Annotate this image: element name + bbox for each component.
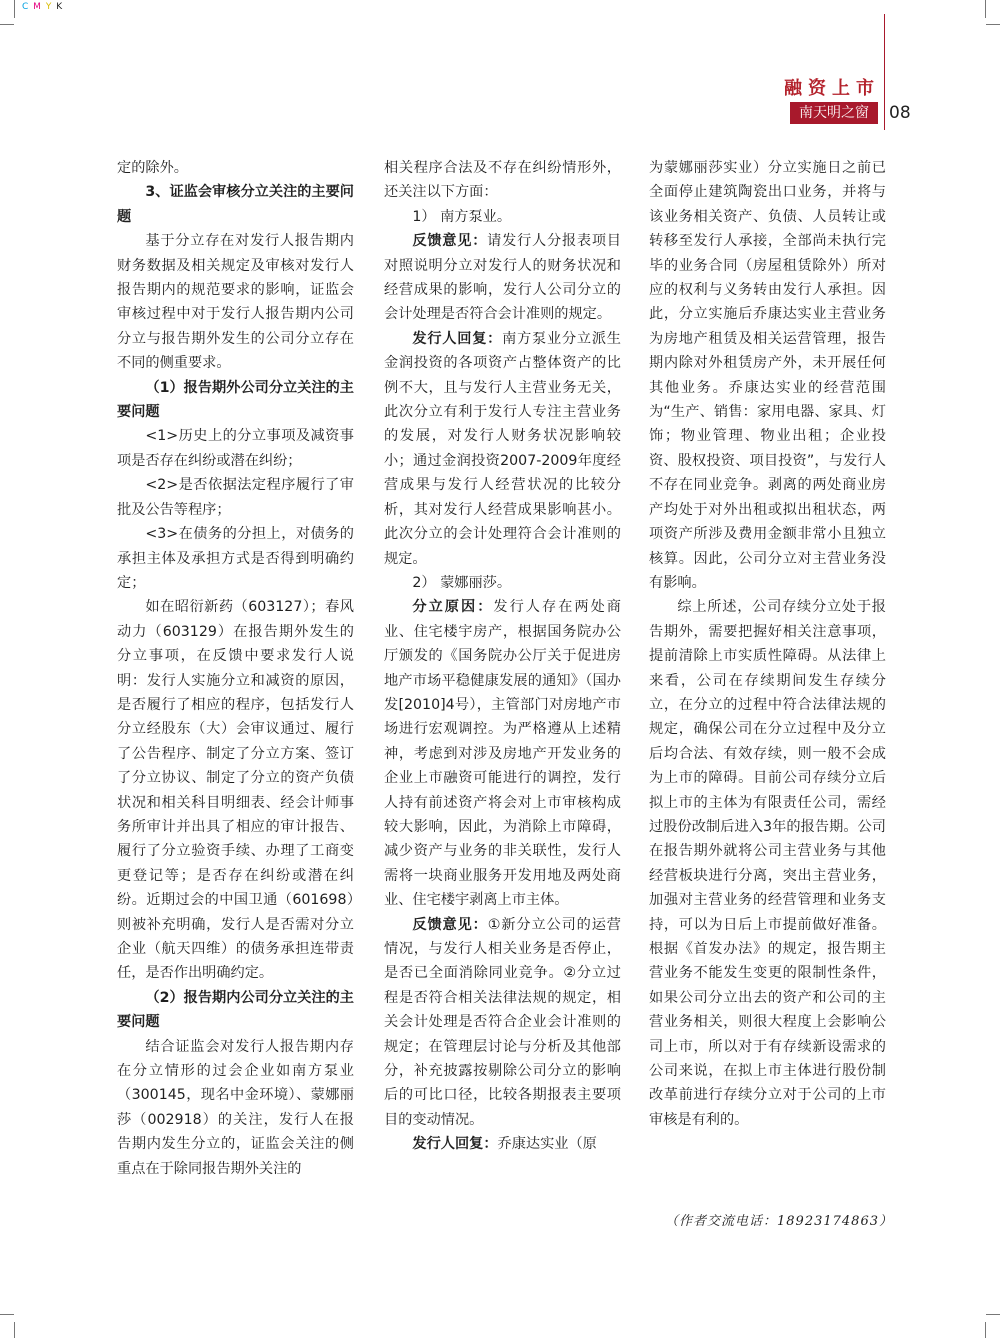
label-reply: 发行人回复： bbox=[412, 330, 503, 347]
label-reply: 发行人回复： bbox=[412, 1136, 498, 1153]
label-feedback: 反馈意见： bbox=[412, 916, 488, 933]
case-heading: 1） 南方泵业。 bbox=[412, 208, 512, 225]
paragraph-body: ①新分立公司的运营情况，与发行人相关业务是否停止，是否已全面消除同业竞争。②分立过程是否符合相关法律法规的规定，相关会计处理是否符合企业会计准则的规定；在管理层讨论与分析及其他部分，补充披露按剔除公司分立的影响后的可比口径，比较各期报表主要项目的变动情况。 bbox=[384, 916, 621, 1128]
page-number: 08 bbox=[889, 103, 911, 123]
paragraph: 综上所述，公司存续分立处于报告期外，需要把握好相关注意事项，提前清除上市实质性障碍。从法律上来看，公司在存续期间发生存续分立，在分立的过程中符合法律法规的规定，确保公司在分立过程中及分立后均合法、有效存续，则一般不会成为上市的障碍。目前公司存续分立后拟上市的主体为有限责任公司，需经过股份改制后进入3年的报告期。公司在报告期外就将公司主营业务与其他经营板块进行分离，突出主营业务，加强对主营业务的经营管理和业务支持，可以为日后上市提前做好准备。根据《首发办法》的规定，报告期主营业务不能发生变更的限制性条件，如果公司分立出去的资产和公司的主营业务相关，则很大程度上会影响公司上市，所以对于有存续新设需求的公司来说，在拟上市主体进行股份制改革前进行存续分立对于公司的上市审核是有利的。 bbox=[649, 599, 886, 1128]
section-heading: 3、证监会审核分立关注的主要问题 bbox=[117, 184, 354, 225]
crop-mark-bottom-left-v bbox=[14, 1322, 15, 1338]
paragraph-body: 乔康达实业（原 bbox=[497, 1136, 597, 1153]
paragraph-body: 南方泵业分立派生金润投资的各项资产占整体资产的比例不大，且与发行人主营业务无关，此次分立有利于发行人专注主营业务的发展，对发行人财务状况影响较小；通过金润投资2007-2009年度经营成果与发行人经营状况的比较分析，其对发行人经营成果影响甚小。此次分立的会计处理符合会计准则的规定。 bbox=[384, 330, 621, 567]
paragraph: 相关程序合法及不存在纠纷情形外，还关注以下方面： bbox=[384, 160, 621, 201]
paragraph bbox=[384, 1132, 621, 1156]
list-item: <2>是否依据法定程序履行了审批及公告等程序； bbox=[117, 477, 354, 518]
paragraph: 定的除外。 bbox=[117, 160, 188, 176]
crop-mark-top-right bbox=[986, 24, 1000, 25]
label-reason: 分立原因： bbox=[412, 599, 494, 616]
author-contact: （作者交流电话：18923174863） bbox=[665, 1214, 893, 1229]
crop-mark-bottom-left bbox=[0, 1314, 14, 1315]
crop-mark-top-left-v bbox=[14, 0, 15, 18]
list-item: <1>历史上的分立事项及减资事项是否存在纠纷或潜在纠纷； bbox=[117, 428, 354, 469]
subsection-heading: （2）报告期内公司分立关注的主要问题 bbox=[117, 989, 354, 1031]
paragraph bbox=[384, 913, 621, 1133]
crop-mark-top-right-v bbox=[985, 0, 986, 18]
cmyk-m: M bbox=[33, 2, 42, 12]
text-column-1 bbox=[117, 156, 354, 1181]
cmyk-registration-marks bbox=[22, 2, 63, 12]
paragraph: 基于分立存在对发行人报告期内财务数据及相关规定及审核对发行人报告期内的规范要求的影响，证监会审核过程中对于发行人报告期内公司分立与报告期外发生的公司分立存在不同的侧重要求。 bbox=[117, 233, 354, 372]
cmyk-k: K bbox=[56, 2, 64, 12]
list-item: <3>在债务的分担上，对债务的承担主体及承担方式是否得到明确约定； bbox=[117, 526, 354, 591]
paragraph-body: 发行人存在两处商业、住宅楼宇房产，根据国务院办公厅颁发的《国务院办公厅关于促进房地产市场平稳健康发展的通知》（国办发[2010]4号），主管部门对房地产市场进行宏观调控。为严格遵从上述精神，考虑到对涉及房地产开发业务的企业上市融资可能进行的调控，发行人持有前述资产将会对上市审核构成较大影响，因此，为消除上市障碍，减少资产与业务的非关联性，发行人需将一块商业服务开发用地及两处商业、住宅楼宇剥离上市主体。 bbox=[384, 599, 621, 909]
crop-mark-top-left bbox=[0, 24, 14, 25]
cmyk-y: Y bbox=[45, 2, 53, 12]
paragraph-body: 请发行人分报表项目对照说明分立对发行人的财务状况和经营成果的影响，发行人公司分立的会计处理是否符合会计准则的规定。 bbox=[384, 233, 621, 323]
paragraph bbox=[384, 327, 621, 571]
case-heading: 2） 蒙娜丽莎。 bbox=[412, 574, 512, 591]
paragraph: 结合证监会对发行人报告期内存在分立情形的过会企业如南方泵业（300145，现名中金环境）、蒙娜丽莎（002918）的关注，发行人在报告期内发生分立的，证监会关注的侧重点在于除同报告期外关注的 bbox=[117, 1038, 354, 1177]
section-title: 融资上市 bbox=[784, 78, 880, 99]
cmyk-c: C bbox=[22, 2, 30, 12]
paragraph bbox=[384, 595, 621, 912]
text-column-2 bbox=[384, 156, 621, 1157]
column-name-badge: 南天明之窗 bbox=[790, 102, 878, 124]
header-vertical-rule bbox=[884, 14, 885, 130]
paragraph: 如在昭衍新药（603127）；春风动力（603129）在报告期外发生的分立事项，在反馈中要求发行人说明：发行人实施分立和减资的原因，是否履行了相应的程序，包括发行人分立经股东（大）会审议通过、履行了公告程序、制定了分立方案、签订了分立协议、制定了分立的资产负债状况和相关科目明细表、经会计师事务所审计并出具了相应的审计报告、履行了分立验资手续、办理了工商变更登记等；是否存在纠纷或潜在纠纷。近期过会的中国卫通（601698）则被补充明确，发行人是否需对分立企业（航天四维）的债务承担连带责任，是否作出明确约定。 bbox=[117, 599, 354, 982]
crop-mark-bottom-right-v bbox=[985, 1322, 986, 1338]
paragraph: 为蒙娜丽莎实业）分立实施日之前已全面停止建筑陶瓷出口业务，并将与该业务相关资产、负债、人员转让或转移至发行人承接，全部尚未执行完毕的业务合同（房屋租赁除外）所对应的权利与义务转由发行人承担。因此，分立实施后乔康达实业主营业务为房地产租赁及相关运营管理，报告期内除对外租赁房产外，未开展任何其他业务。乔康达实业的经营范围为“生产、销售：家用电器、家具、灯饰；物业管理、物业出租；企业投资、股权投资、项目投资”，与发行人不存在同业竞争。剥离的两处商业房产均处于对外出租或拟出租状态，两项资产所涉及费用金额非常小且独立核算。因此，公司分立对主营业务没有影响。 bbox=[649, 160, 886, 591]
crop-mark-bottom-right bbox=[986, 1314, 1000, 1315]
label-feedback: 反馈意见： bbox=[412, 233, 488, 250]
paragraph bbox=[384, 229, 621, 327]
text-column-3 bbox=[649, 156, 886, 1132]
subsection-heading: （1）报告期外公司分立关注的主要问题 bbox=[117, 379, 354, 421]
